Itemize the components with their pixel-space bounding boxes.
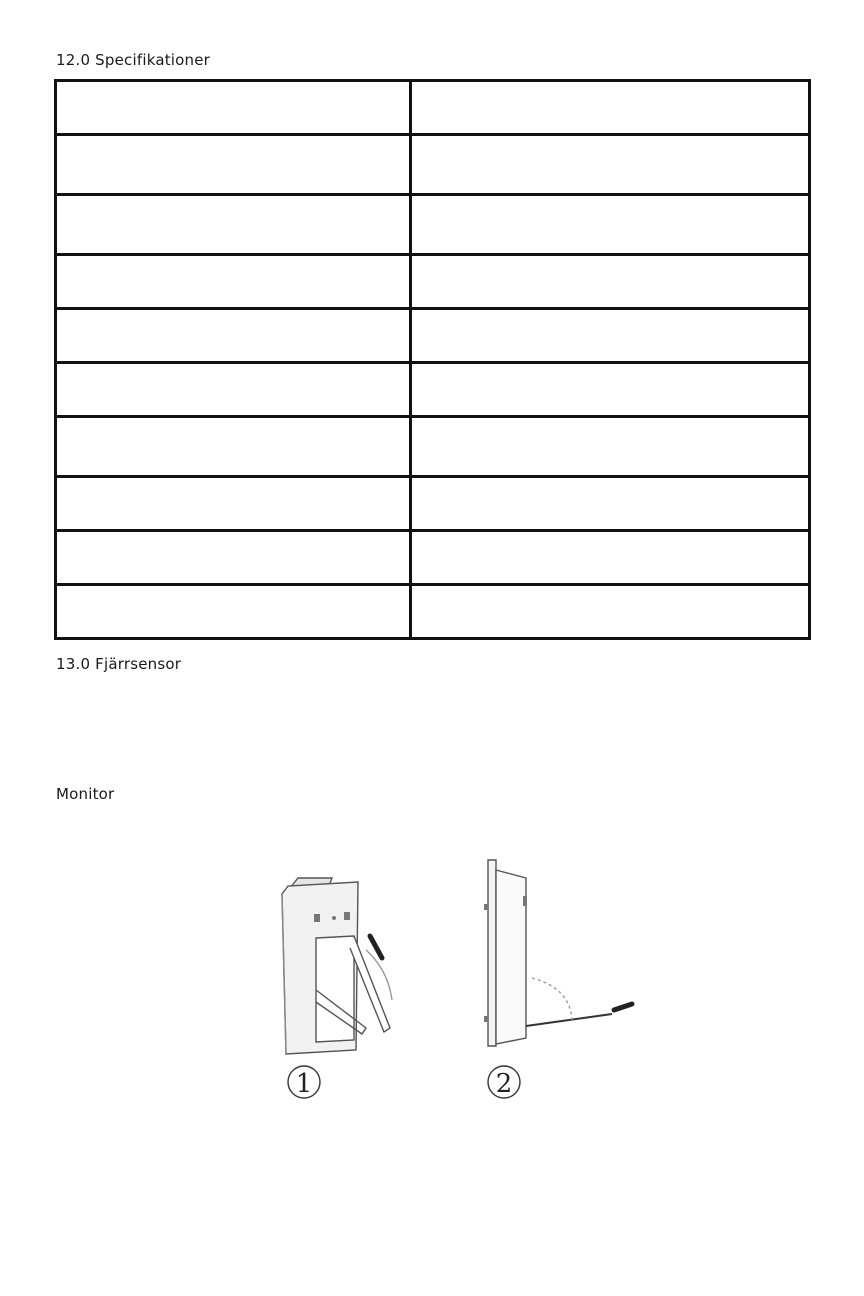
table-cell-label xyxy=(56,417,411,477)
table-cell-label xyxy=(56,255,411,309)
subheading-monitor: Monitor xyxy=(56,785,115,803)
table-cell-label xyxy=(56,309,411,363)
table-cell-label xyxy=(56,477,411,531)
table-cell-label xyxy=(56,585,411,639)
table-cell-label xyxy=(56,363,411,417)
table-cell-label xyxy=(56,531,411,585)
step-2-label: 2 xyxy=(495,1069,513,1099)
table-cell-value xyxy=(411,363,810,417)
monitor-stand-illustration xyxy=(270,850,650,1110)
table-cell-value xyxy=(411,309,810,363)
monitor-side-view-drawing xyxy=(484,860,632,1046)
table-cell-label xyxy=(56,135,411,195)
specifications-table xyxy=(54,79,811,640)
section-heading-remote-sensor: 13.0 Fjärrsensor xyxy=(56,655,182,673)
section-heading-specifications: 12.0 Specifikationer xyxy=(56,51,211,69)
table-cell-value xyxy=(411,477,810,531)
table-row xyxy=(56,585,810,639)
table-cell-label xyxy=(56,195,411,255)
table-cell-value xyxy=(411,135,810,195)
table-cell-value xyxy=(411,255,810,309)
table-row xyxy=(56,531,810,585)
table-row xyxy=(56,81,810,135)
monitor-back-view-drawing xyxy=(282,878,392,1054)
table-cell-value xyxy=(411,585,810,639)
table-cell-value xyxy=(411,531,810,585)
table-row xyxy=(56,363,810,417)
step-1-label: 1 xyxy=(295,1069,313,1099)
table-row xyxy=(56,417,810,477)
table-row xyxy=(56,309,810,363)
table-cell-value xyxy=(411,195,810,255)
table-cell-value xyxy=(411,81,810,135)
table-row xyxy=(56,195,810,255)
table-cell-label xyxy=(56,81,411,135)
table-cell-value xyxy=(411,417,810,477)
table-row xyxy=(56,477,810,531)
table-row xyxy=(56,135,810,195)
table-row xyxy=(56,255,810,309)
